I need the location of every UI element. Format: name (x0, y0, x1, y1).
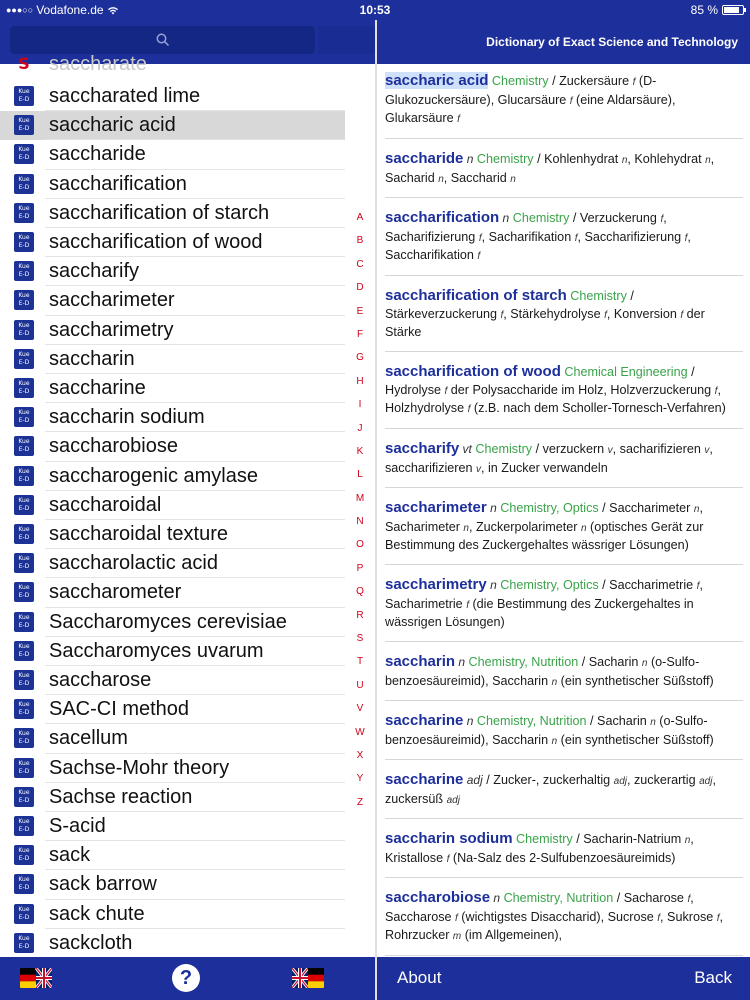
word-list-pane (0, 20, 375, 957)
dictionary-entry-icon: Kue E-D (14, 582, 34, 602)
entry-headword: saccharic acid (385, 72, 489, 89)
entry-gender: f (466, 599, 469, 611)
entry-gender: n (641, 658, 648, 669)
entry-separator (385, 428, 743, 429)
entry-domain: Chemistry (488, 74, 549, 88)
list-item-label: S-acid (49, 815, 106, 838)
entry-translation: / Hydrolyse (385, 365, 695, 397)
entry-gender: f (684, 232, 688, 244)
dictionary-entry-icon: Kue E-D (14, 787, 34, 807)
entry-translation: (o-Sulfo-benzoesäureimid), Saccharin (385, 714, 708, 747)
entry-gender: f (444, 385, 448, 397)
battery-icon (722, 5, 744, 15)
entry-translation: / Sacharin-Natrium (572, 832, 685, 846)
entry-translation: (die Bestimmung des Zuckergehaltes in wässrigen Lösungen) (385, 596, 694, 629)
entry-gender: n (650, 717, 656, 728)
list-item-label: saccharolactic acid (49, 552, 218, 575)
list-item[interactable] (0, 170, 345, 199)
entry-separator (385, 197, 743, 198)
entry-gender: n (580, 522, 587, 534)
list-item[interactable] (0, 82, 345, 111)
entry-headword: saccharimetry (385, 576, 487, 593)
dictionary-entry-icon: Kue E-D (14, 86, 34, 106)
dictionary-entry-icon: Kue E-D (14, 845, 34, 865)
entry-translation: / Zucker-, zuckerhaltig (482, 773, 614, 787)
alphabet-index-letter[interactable]: K (356, 445, 364, 457)
german-english-flag-icon[interactable] (20, 968, 52, 988)
entry-headword: saccharification of wood (385, 363, 561, 380)
list-item[interactable] (0, 608, 345, 637)
entry-headword: saccharification (385, 209, 500, 226)
dictionary-entry-icon: Kue E-D (14, 232, 34, 252)
entry-domain: Chemical Engineering (560, 365, 688, 379)
list-item-label: Sachse-Mohr theory (49, 756, 230, 779)
entry-headword: saccharification of starch (385, 287, 567, 304)
signal-icon: ●●●○○ (6, 5, 34, 15)
entry-translation: , Saccharid (443, 170, 511, 185)
entry-part-of-speech: n (463, 714, 474, 728)
entry-gender: n (551, 676, 558, 688)
bottom-toolbar-left (0, 957, 375, 1000)
dictionary-entry-icon: Kue E-D (14, 816, 34, 836)
list-item-label: saccharify (49, 260, 140, 283)
definition-entry (385, 653, 743, 691)
entry-gender: f (569, 95, 573, 107)
entry-translation: / Sacharose (613, 891, 688, 905)
entry-part-of-speech: n (455, 655, 466, 669)
entry-gender: f (632, 77, 636, 88)
entry-translation: / Saccharimetrie (598, 578, 697, 592)
alphabet-index-letter[interactable]: N (356, 516, 364, 528)
entry-translation: / Verzuckerung (569, 211, 661, 225)
list-item-label: saccharimeter (49, 289, 175, 312)
list-item[interactable] (0, 900, 345, 929)
status-bar (0, 0, 750, 20)
entry-translation: / verzuckern (532, 442, 608, 456)
list-item-label: saccharic acid (49, 114, 176, 137)
entry-separator (385, 275, 743, 276)
dictionary-entry-icon: Kue E-D (14, 203, 34, 223)
entry-translation: (eine Aldarsäure), Glukarsäure (385, 92, 676, 125)
list-item[interactable] (0, 316, 345, 345)
entry-gender: m (452, 931, 462, 942)
dictionary-entry-icon: Kue E-D (14, 144, 34, 164)
alphabet-index-letter[interactable]: A (356, 212, 364, 223)
list-item-label: saccharobiose (49, 435, 178, 458)
list-item-label: Saccharomyces cerevisiae (49, 610, 287, 633)
entry-translation: , Saccharifikation (385, 229, 691, 262)
entry-separator (385, 955, 743, 956)
list-item-label: saccharin sodium (49, 406, 205, 429)
entry-gender: n (551, 735, 558, 747)
entry-translation: / Saccharimeter (598, 501, 694, 515)
dictionary-entry-icon: Kue E-D (14, 553, 34, 573)
alphabet-index-letter[interactable]: J (357, 422, 363, 434)
entry-gender: f (467, 404, 471, 415)
dictionary-entry-icon: Kue E-D (14, 904, 34, 924)
entry-translation: (D-Glukozuckersäure), Glucarsäure (385, 74, 657, 107)
entry-translation: , Sacharimeter (385, 501, 703, 534)
dictionary-entry-icon: Kue E-D (14, 436, 34, 456)
dictionary-entry-icon: Kue E-D (14, 378, 34, 398)
dictionary-entry-icon: Kue E-D (14, 466, 34, 486)
alphabet-index[interactable] (347, 206, 373, 814)
entry-headword: saccharine (385, 771, 464, 788)
definition-entry (385, 889, 743, 946)
entry-gender: f (604, 309, 607, 321)
entry-translation: der Polysaccharide im Holz, Holzverzuckerung (447, 382, 715, 397)
entry-gender: adj (613, 776, 627, 787)
entry-separator (385, 641, 743, 642)
list-item-label: saccharification of wood (49, 231, 263, 254)
entry-gender: f (477, 251, 481, 262)
entry-domain: Chemistry (509, 211, 570, 225)
entry-gender: n (510, 173, 516, 185)
alphabet-index-letter[interactable]: G (356, 352, 364, 364)
entry-translation: / Sacharin (578, 655, 642, 669)
alphabet-index-letter[interactable]: T (356, 656, 364, 668)
entry-separator (385, 700, 743, 701)
alphabet-index-letter[interactable]: V (356, 703, 364, 715)
help-button[interactable]: ? (172, 964, 200, 992)
entry-translation: , Sukrose (660, 909, 717, 924)
list-item[interactable] (0, 286, 345, 315)
alphabet-index-letter[interactable]: S (356, 633, 364, 645)
list-item-label: saccharogenic amylase (49, 464, 258, 487)
list-item[interactable] (0, 374, 345, 403)
about-button[interactable]: About (397, 968, 442, 987)
entry-headword: saccharine (385, 712, 464, 729)
entry-translation: , Zuckerpolarimeter (468, 519, 581, 534)
list-item[interactable] (0, 520, 345, 549)
alphabet-index-letter[interactable]: W (355, 726, 365, 738)
list-item[interactable] (0, 841, 345, 870)
list-item-label: saccharin (49, 347, 135, 370)
entry-gender: n (684, 835, 691, 846)
entry-translation: (im Allgemeinen), (461, 928, 563, 942)
entry-domain: Chemistry, Nutrition (473, 714, 587, 728)
alphabet-index-letter[interactable]: M (355, 492, 365, 504)
alphabet-index-letter[interactable]: I (358, 399, 362, 411)
list-item-label: Saccharomyces uvarum (49, 639, 264, 662)
entry-gender: n (693, 504, 700, 515)
dictionary-entry-icon: Kue E-D (14, 758, 34, 778)
list-item-label: saccharification (49, 172, 187, 195)
entry-gender: n (463, 522, 469, 534)
entry-domain: Chemistry (473, 152, 534, 166)
entry-part-of-speech: vt (459, 442, 472, 456)
alphabet-index-letter[interactable]: Q (356, 586, 364, 598)
entry-gender: adj (446, 794, 460, 806)
list-item-label: Sachse reaction (49, 785, 193, 808)
dictionary-entry-icon: Kue E-D (14, 349, 34, 369)
entry-gender: f (696, 581, 700, 592)
entry-part-of-speech: n (486, 578, 497, 592)
definition-entry (385, 576, 743, 632)
list-item-label: SAC-CI method (49, 698, 190, 721)
dictionary-entry-icon: Kue E-D (14, 261, 34, 281)
entry-translation: , Saccharose (385, 891, 694, 924)
list-item[interactable] (0, 812, 345, 841)
entry-translation: , Sacharid (385, 152, 715, 185)
list-item[interactable] (0, 549, 345, 578)
definition-entry (385, 287, 743, 342)
battery-status (691, 3, 744, 17)
entry-domain: Chemistry (471, 442, 533, 456)
entry-translation: (optisches Gerät zur Bestimmung des Zuckergehaltes wässriger Lösungen) (385, 519, 704, 552)
alphabet-index-letter[interactable]: D (356, 282, 364, 294)
definition-entry (385, 363, 743, 419)
entry-separator (385, 564, 743, 565)
entry-separator (385, 487, 743, 488)
list-item[interactable] (0, 870, 345, 899)
carrier-name: Vodafone.de (36, 3, 104, 17)
entry-domain: Chemistry, Nutrition (500, 891, 614, 905)
entry-headword: saccharide (385, 150, 464, 167)
entry-translation: (wichtigstes Disaccharid), Sucrose (457, 909, 658, 924)
list-item-label: sackcloth (49, 931, 133, 954)
dictionary-entry-icon: Kue E-D (14, 174, 34, 194)
dictionary-entry-icon: Kue E-D (14, 495, 34, 515)
entry-translation: , in Zucker verwandeln (481, 460, 608, 475)
list-item[interactable] (0, 783, 345, 812)
entry-translation: , Rohrzucker (385, 909, 724, 942)
list-item[interactable] (0, 140, 345, 169)
definition-entry (385, 771, 743, 809)
entry-separator (385, 877, 743, 878)
entry-translation: der Stärke (385, 306, 705, 339)
entry-headword: saccharify (385, 440, 460, 457)
entry-separator (385, 351, 743, 352)
entry-part-of-speech: adj (463, 773, 483, 787)
alphabet-index-letter[interactable]: Z (356, 796, 364, 808)
list-item-label: saccharoidal texture (49, 523, 228, 546)
dictionary-entry-icon: Kue E-D (14, 290, 34, 310)
entry-domain: Chemistry (566, 289, 627, 303)
dictionary-entry-icon: Kue E-D (14, 524, 34, 544)
list-item-label: saccharated lime (49, 85, 201, 108)
entry-translation: , Sacharifikation (481, 229, 575, 244)
entry-headword: saccharobiose (385, 889, 491, 906)
alphabet-index-letter[interactable]: B (356, 235, 364, 247)
dictionary-entry-icon: Kue E-D (14, 612, 34, 632)
entry-gender: f (687, 894, 691, 905)
definition-entry (385, 499, 743, 555)
entry-gender: v (476, 463, 481, 475)
entry-translation: / Zuckersäure (548, 74, 633, 88)
alphabet-index-letter[interactable]: E (356, 305, 364, 317)
entry-translation: , Kristallose (385, 832, 694, 865)
definition-entry (385, 712, 743, 750)
alphabet-index-letter[interactable]: R (356, 609, 364, 621)
list-item[interactable] (0, 403, 345, 432)
english-german-flag-icon[interactable] (292, 968, 324, 988)
entry-headword: saccharin sodium (385, 830, 513, 847)
entry-translation: , Saccharifizierung (577, 229, 685, 244)
list-item[interactable] (0, 491, 345, 520)
entry-gender: f (714, 385, 718, 397)
entry-gender: adj (699, 776, 713, 787)
list-item-label: sacellum (49, 727, 128, 750)
entry-translation: , Stärkehydrolyse (503, 306, 605, 321)
entry-separator (385, 138, 743, 139)
entry-gender: n (705, 155, 711, 166)
definition-entry (385, 830, 743, 868)
dictionary-entry-icon: Kue E-D (14, 874, 34, 894)
entry-translation: , Konversion (606, 306, 681, 321)
section-letter: S (18, 54, 30, 73)
alphabet-index-letter[interactable]: C (356, 258, 364, 270)
dictionary-title: Dictionary of Exact Science and Technology (377, 20, 750, 64)
list-item[interactable] (0, 695, 345, 724)
list-item-label: saccharose (49, 669, 152, 692)
alphabet-index-letter[interactable]: U (356, 679, 364, 691)
entry-gender: f (574, 232, 578, 244)
entry-translation: , Holzhydrolyse (385, 382, 721, 415)
entry-translation: / Sacharin (586, 714, 651, 728)
entry-headword: saccharimeter (385, 499, 487, 516)
definition-entry (385, 209, 743, 266)
entry-separator (385, 818, 743, 819)
entry-translation: , saccharifizieren (385, 442, 713, 475)
entry-domain: Chemistry, Optics (496, 501, 599, 515)
list-item-label: sack (49, 844, 91, 867)
list-item[interactable] (0, 929, 345, 957)
entry-domain: Chemistry, Nutrition (465, 655, 579, 669)
bottom-toolbar-right (377, 957, 750, 1000)
entry-translation: , Sacharifizierung (385, 211, 667, 244)
entry-domain: Chemistry, Optics (496, 578, 599, 592)
entry-gender: n (621, 155, 628, 166)
entry-gender: n (438, 173, 444, 185)
entry-translation: / Stärkeverzuckerung (385, 289, 634, 321)
list-item[interactable] (0, 111, 345, 140)
alphabet-index-letter[interactable]: F (356, 328, 364, 340)
list-item[interactable] (0, 637, 345, 666)
dictionary-entry-icon: Kue E-D (14, 320, 34, 340)
battery-percent: 85 % (690, 3, 718, 17)
entry-translation: (ein synthetischer Süßstoff) (557, 732, 714, 747)
entry-gender: f (680, 309, 684, 321)
list-item-label: saccharometer (49, 581, 182, 604)
list-item-label: saccharification of starch (49, 201, 270, 224)
entry-separator (385, 759, 743, 760)
entry-translation: (z.B. nach dem Scholler-Tornesch-Verfahren) (470, 401, 726, 415)
entry-translation: , zuckersüß (385, 773, 716, 806)
dictionary-entry-icon: Kue E-D (14, 728, 34, 748)
entry-gender: f (457, 114, 460, 125)
list-item-label: saccharine (49, 377, 146, 400)
list-item[interactable] (0, 724, 345, 753)
list-item-label: saccharate (49, 53, 147, 76)
entry-part-of-speech: n (490, 891, 501, 905)
list-item[interactable] (0, 754, 345, 783)
list-item[interactable] (0, 228, 345, 257)
entry-gender: v (704, 445, 710, 456)
definition-entry (385, 440, 743, 478)
entry-part-of-speech: n (486, 501, 497, 515)
alphabet-index-letter[interactable]: X (356, 749, 364, 761)
dictionary-entry-icon: Kue E-D (14, 115, 34, 135)
entry-translation: (o-Sulfo-benzoesäureimid), Saccharin (385, 655, 700, 688)
alphabet-index-letter[interactable]: P (356, 562, 364, 574)
list-item[interactable] (0, 432, 345, 461)
entry-translation: / Kohlenhydrat (533, 152, 622, 166)
entry-translation: , sacharifizieren (612, 442, 705, 456)
entry-part-of-speech: n (463, 152, 474, 166)
definition-list (377, 64, 750, 957)
dictionary-entry-icon: Kue E-D (14, 699, 34, 719)
dictionary-entry-icon: Kue E-D (14, 407, 34, 427)
list-item-label: saccharoidal (49, 493, 162, 516)
alphabet-index-letter[interactable]: O (356, 539, 364, 551)
definition-entry (385, 150, 743, 188)
list-item[interactable] (0, 578, 345, 607)
search-icon (156, 33, 170, 47)
definition-pane (377, 20, 750, 1000)
entry-gender: f (500, 309, 504, 321)
entry-part-of-speech: n (499, 211, 510, 225)
entry-translation: (Na-Salz des 2-Sulfubenzoesäureimids) (449, 850, 676, 865)
list-item[interactable] (0, 666, 345, 695)
list-item-label: sack barrow (49, 873, 157, 896)
alphabet-index-letter[interactable]: H (356, 375, 364, 387)
list-item[interactable] (0, 199, 345, 228)
dictionary-entry-icon: Kue E-D (14, 670, 34, 690)
list-item[interactable] (0, 257, 345, 286)
entry-translation: , Kohlehydrat (627, 152, 706, 166)
entry-gender: f (478, 232, 482, 244)
clock: 10:53 (359, 3, 391, 17)
list-item-label: sack chute (49, 902, 145, 925)
entry-gender: f (455, 912, 458, 924)
entry-gender: f (660, 214, 664, 225)
section-header-row (0, 50, 345, 79)
entry-translation: , Sacharimetrie (385, 578, 703, 611)
dictionary-entry-icon: Kue E-D (14, 933, 34, 953)
entry-domain: Chemistry (512, 832, 573, 846)
list-item-label: saccharimetry (49, 318, 174, 341)
entry-translation: (ein synthetischer Süßstoff) (557, 673, 714, 688)
entry-gender: v (607, 445, 613, 456)
alphabet-index-letter[interactable]: Y (356, 773, 364, 785)
alphabet-index-letter[interactable]: L (357, 469, 363, 481)
entry-headword: saccharin (385, 653, 456, 670)
list-item[interactable] (0, 462, 345, 491)
dictionary-entry-icon: Kue E-D (14, 641, 34, 661)
definition-entry (385, 72, 743, 129)
entry-translation: , zuckerartig (627, 773, 700, 787)
entry-gender: f (716, 912, 720, 924)
entry-gender: f (657, 912, 661, 924)
list-item[interactable] (0, 345, 345, 374)
list-item-label: saccharide (49, 143, 146, 166)
back-button[interactable]: Back (694, 968, 732, 987)
entry-gender: f (446, 853, 450, 865)
